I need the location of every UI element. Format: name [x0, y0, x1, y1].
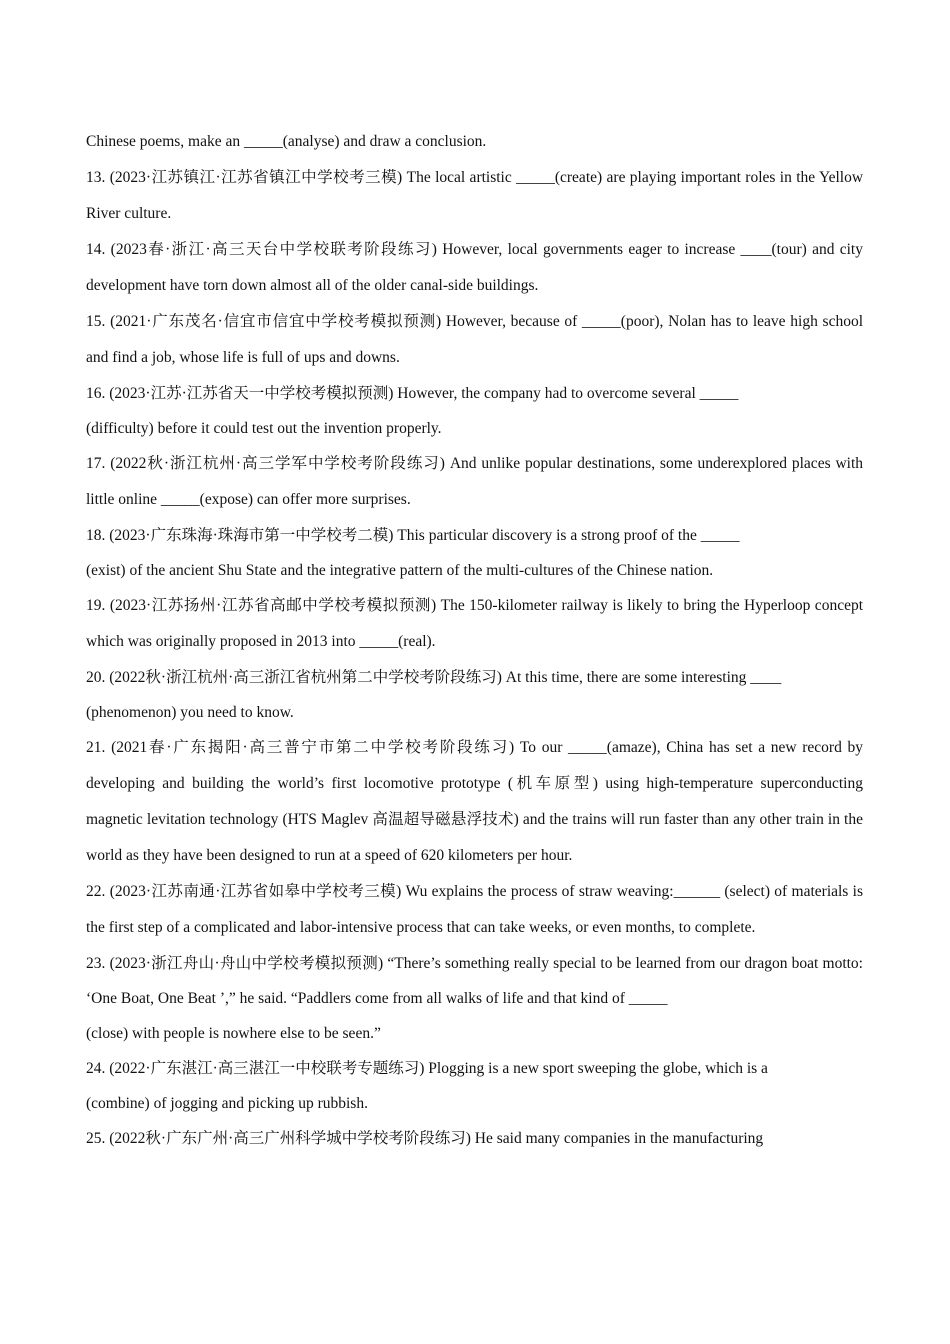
- question-16: 16. (2023·江苏·江苏省天一中学校考模拟预测) However, the company had to overcome several _____ (difficulty) before it could test out the invention properly.: [86, 385, 739, 437]
- question-19: 19. (2023·江苏扬州·江苏省高邮中学校考模拟预测) The 150-kilometer railway is likely to bring the Hyperloop concept which was originally proposed in 2013 into _____(real).: [86, 597, 864, 650]
- document-page: [86, 124, 863, 1157]
- question-15: 15. (2021·广东茂名·信宜市信宜中学校考模拟预测) However, because of _____(poor), Nolan has to leave high school and find a job, whose life is full of ups and downs.: [86, 313, 864, 366]
- question-23: 23. (2023·浙江舟山·舟山中学校考模拟预测) “There’s something really special to be learned from our dragon boat motto: ‘One Boat, One Beat ’,” he said. “Paddlers come from all walks of life and that kind of _____ (close) with people is nowhere else to be seen.”: [86, 955, 863, 1042]
- question-21: 21. (2021春·广东揭阳·高三普宁市第二中学校考阶段练习) To our _____(amaze), China has set a new record by developing and building the world’s first locomotive prototype (机车原型) using high-temperature superconducting magnetic levitation technology (HTS Maglev 高温超导磁悬浮技术) and the trains will run faster than any other train in the world as they have been designed to run at a speed of 620 kilometers per hour.: [86, 739, 864, 864]
- question-22: 22. (2023·江苏南通·江苏省如皋中学校考三模) Wu explains the process of straw weaving:______ (select) of materials is the first step of a complicated and labor-intensive process that can take weeks, or even months, to complete.: [86, 883, 863, 936]
- text-line-top: Chinese poems, make an _____(analyse) and draw a conclusion.: [86, 133, 487, 150]
- question-18: 18. (2023·广东珠海·珠海市第一中学校考二模) This particular discovery is a strong proof of the _____ (exist) of the ancient Shu State and the integrative pattern of the multi-cultures of the Chinese nation.: [86, 527, 740, 579]
- question-25: 25. (2022秋·广东广州·高三广州科学城中学校考阶段练习) He said many companies in the manufacturing: [86, 1130, 764, 1147]
- question-20: 20. (2022秋·浙江杭州·高三浙江省杭州第二中学校考阶段练习) At this time, there are some interesting ____ (phenomenon) you need to know.: [86, 669, 782, 721]
- question-17: 17. (2022秋·浙江杭州·高三学军中学校考阶段练习) And unlike popular destinations, some underexplored places with little online _____(expose) can offer more surprises.: [86, 455, 864, 508]
- question-13: 13. (2023·江苏镇江·江苏省镇江中学校考三模) The local artistic _____(create) are playing important roles in the Yellow River culture.: [86, 169, 864, 222]
- question-24: 24. (2022·广东湛江·高三湛江一中校联考专题练习) Plogging is a new sport sweeping the globe, which is a (combine) of jogging and picking up rubbish.: [86, 1060, 768, 1112]
- question-14: 14. (2023春·浙江·高三天台中学校联考阶段练习) However, local governments eager to increase ____(tour) and city development have torn down almost all of the older canal-side buildings.: [86, 241, 863, 294]
